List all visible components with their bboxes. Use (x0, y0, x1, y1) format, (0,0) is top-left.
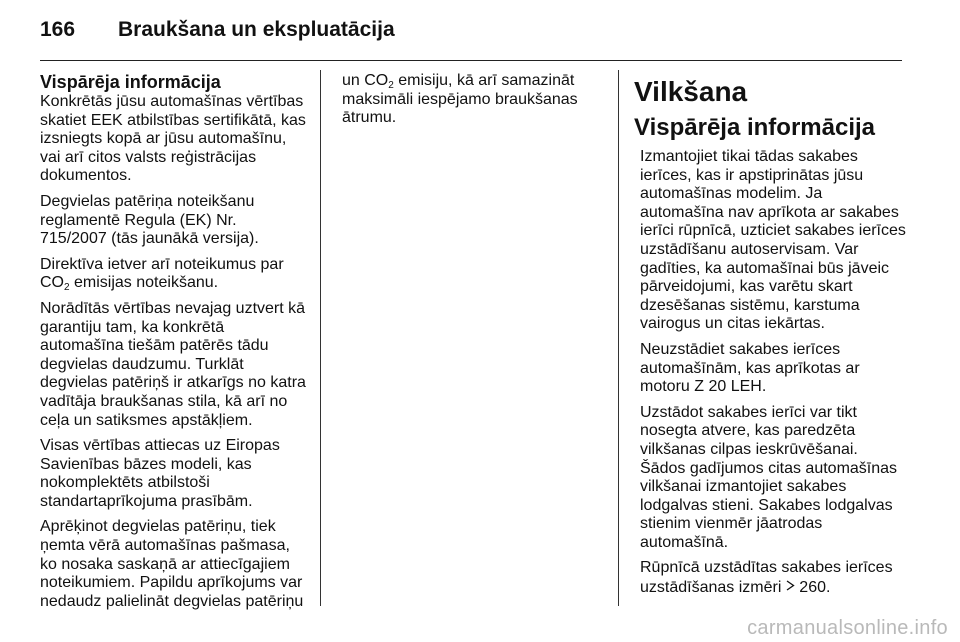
column-2 (342, 72, 602, 135)
reference-page[interactable]: 260. (794, 579, 831, 597)
column-3 (636, 72, 908, 605)
subscript: 2 (388, 80, 394, 91)
text-run: un CO (342, 72, 389, 89)
paragraph-co2 (40, 256, 310, 293)
page-reference-icon[interactable] (786, 578, 795, 597)
text-run: emisiju, kā arī samazināt maksimāli iespējamo braukšanas ātrumu. (342, 72, 578, 127)
subscript: 2 (64, 282, 70, 294)
page-number: 166 (40, 18, 76, 41)
paragraph-co2 (342, 72, 602, 128)
text-run: emisijas noteikšanu. (69, 274, 219, 292)
paragraph: Izmantojiet tikai tādas sakabes ierīces, kas ir apstiprinātas jūsu automašīnas modelim. Ja automašīna nav aprīkota ar sakabes ierīci rūpnīcā, uzticiet sakabes ierīces uzstādīšanu autoservisam. Var gadīties, ka automašīnai būs jāveic pārveidojumi, kas varētu skart dzesēšanas sistēmu, karstuma vairogus un citas iekārtas. (640, 148, 906, 333)
page-header (40, 18, 902, 61)
paragraph: Konkrētās jūsu automašīnas vērtības skatiet EEK atbilstības sertifikātā, kas izsniegts kopā ar jūsu automašīnu, vai arī citos valsts reģistrācijas dokumentos. (40, 93, 306, 185)
text-run: Direktīva ietver arī noteikumus par CO (40, 255, 284, 292)
column-1 (40, 72, 310, 618)
text-run: Rūpnīcā uzstādītas sakabes ierīces uzstādīšanas izmēri (640, 559, 893, 597)
heading-towing: Vilkšana (634, 76, 748, 107)
paragraph: Degvielas patēriņa noteikšanu reglamentē Regula (EK) Nr. 715/2007 (tās jaunākā versija). (40, 192, 259, 248)
paragraph: Norādītās vērtības nevajag uztvert kā garantiju tam, ka konkrētā automašīna tiešām patērēs tādu degvielas daudzumu. Turklāt degvielas patēriņš ir atkarīgs no katra vadītāja braukšanas stila, kā arī no ceļa un satiksmes apstākļiem. (40, 299, 306, 429)
watermark: carmanualsonline.info (747, 617, 948, 639)
paragraph: Uzstādot sakabes ierīci var tikt nosegta atvere, kas paredzēta vilkšanas cilpas ieskrūvēšanai. Šādos gadījumos citas automašīnas vilkšanai izmantojiet sakabes lodgalvas stieni. Sakabes lodgalvas stienim vienmēr jāatrodas automašīnā. (640, 403, 898, 551)
heading-general-info: Vispārēja informācija (40, 72, 221, 92)
paragraph: Aprēķinot degvielas patēriņu, tiek ņemta vērā automašīnas pašmasa, ko nosaka saskaņā ar attiecīgajiem noteikumiem. Papildu aprīkojums var nedaudz palielināt degvielas patēriņu (40, 518, 304, 610)
section-title: Braukšana un ekspluatācija (118, 18, 395, 41)
heading-general-info: Vispārēja informācija (634, 114, 876, 141)
paragraph: Neuzstādiet sakabes ierīces automašīnām, kas aprīkotas ar motoru Z 20 LEH. (640, 340, 860, 396)
column-divider (320, 70, 321, 606)
paragraph-reference (640, 559, 908, 597)
column-divider (618, 70, 619, 606)
paragraph: Visas vērtības attiecas uz Eiropas Savienības bāzes modeli, kas nokomplektēts atbilstoši standartaprīkojuma prasībām. (40, 437, 280, 510)
